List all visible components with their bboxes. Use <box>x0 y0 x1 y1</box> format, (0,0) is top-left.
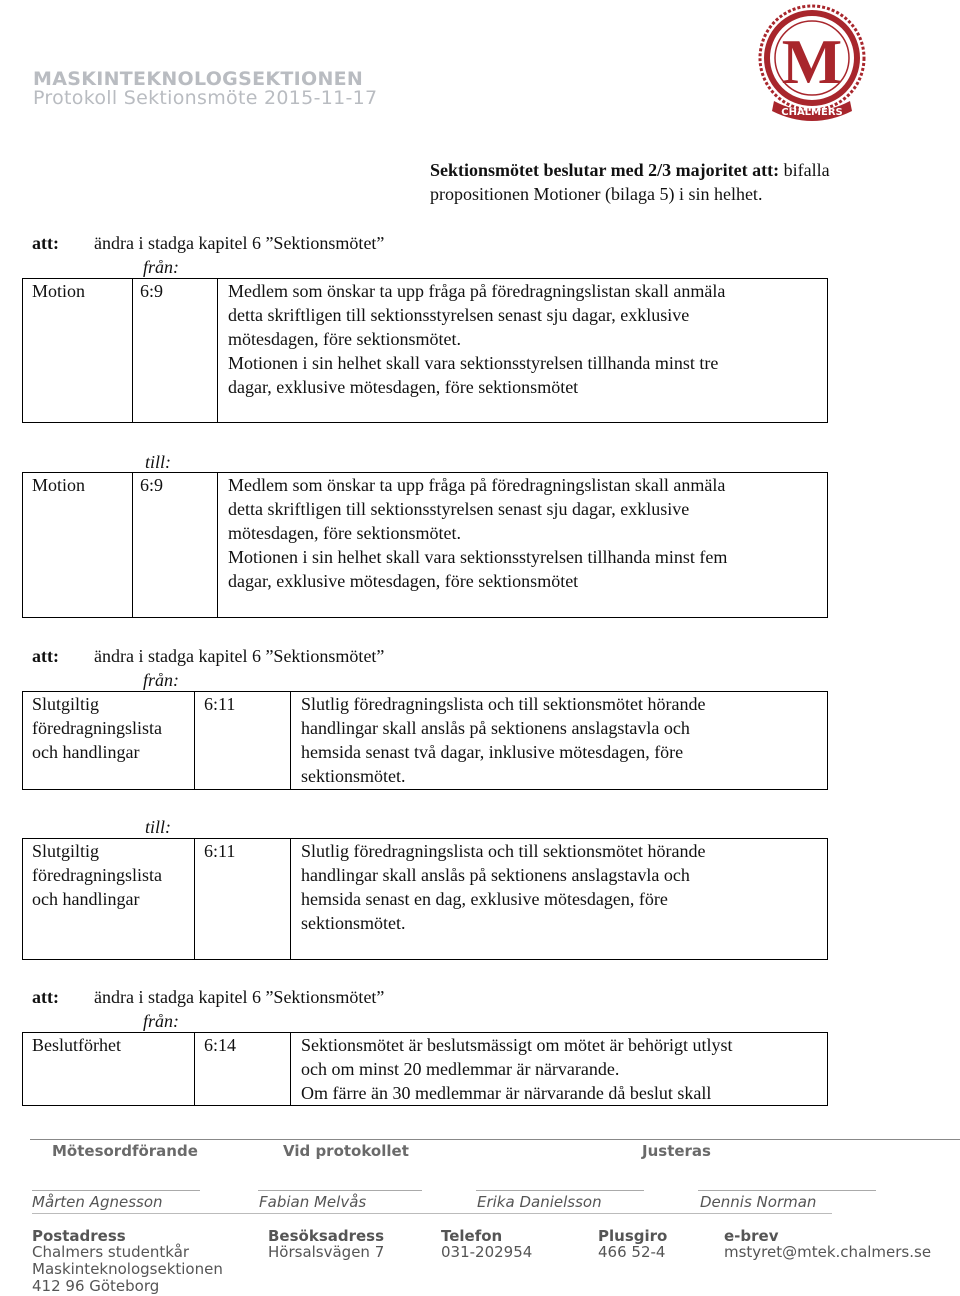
signature-line-2 <box>258 1190 422 1191</box>
role-secretary: Vid protokollet <box>283 1142 409 1160</box>
signature-line-3 <box>476 1190 644 1191</box>
att-label-2: att: <box>32 646 59 666</box>
att-label-3: att: <box>32 987 59 1007</box>
footer-divider-2 <box>32 1213 832 1214</box>
plusgiro-value: 466 52-4 <box>598 1243 666 1261</box>
att-text-3: ändra i stadga kapitel 6 ”Sektionsmötet” <box>94 987 385 1007</box>
telefon-label: Telefon <box>441 1227 503 1245</box>
signature-line-4 <box>698 1190 876 1191</box>
slutgiltig-from-text: Slutlig föredragningslista och till sektionsmötet hörande handlingar skall anslås på sektionens anslagstavla och hemsida senast två dagar, inklusive mötesdagen, före sektionsmötet. <box>301 694 706 786</box>
besoksadress-label: Besöksadress <box>268 1227 385 1245</box>
motion-to-name: Motion <box>32 475 86 495</box>
signer-name-1: Mårten Agnesson <box>32 1193 163 1211</box>
till-label-2: till: <box>145 817 171 837</box>
att-text-2: ändra i stadga kapitel 6 ”Sektionsmötet” <box>94 646 385 666</box>
till-label-1: till: <box>145 452 171 472</box>
slutgiltig-to-name: Slutgiltig föredragningslista och handlingar <box>32 841 162 909</box>
decision-text: Sektionsmötet beslutar med 2/3 majoritet att: bifalla propositionen Motioner (bilaga 5) i sin helhet. <box>430 160 830 204</box>
slutgiltig-to-num: 6:11 <box>204 841 236 861</box>
postadress-label: Postadress <box>32 1227 126 1245</box>
org-name: MASKINTEKNOLOGSEKTIONEN <box>33 68 364 90</box>
att-text-1: ändra i stadga kapitel 6 ”Sektionsmötet” <box>94 233 385 253</box>
ebrev-value[interactable]: mstyret@mtek.chalmers.se <box>724 1243 932 1261</box>
motion-from-num: 6:9 <box>140 281 164 301</box>
chalmers-logo <box>752 3 872 125</box>
motion-from-name: Motion <box>32 281 86 301</box>
signer-name-3: Erika Danielsson <box>477 1193 602 1211</box>
fran-label-3: från: <box>143 1011 179 1031</box>
beslutforhet-name: Beslutförhet <box>32 1035 121 1055</box>
role-chair: Mötesordförande <box>52 1142 198 1160</box>
document-subtitle: Protokoll Sektionsmöte 2015-11-17 <box>33 87 378 109</box>
fran-label-1: från: <box>143 257 179 277</box>
att-label-1: att: <box>32 233 59 253</box>
beslutforhet-num: 6:14 <box>204 1035 237 1055</box>
footer-divider <box>30 1139 960 1140</box>
slutgiltig-to-text: Slutlig föredragningslista och till sektionsmötet hörande handlingar skall anslås på sektionens anslagstavla och hemsida senast en dag, exklusive mötesdagen, före sektionsmötet. <box>301 841 706 933</box>
logo-letter: M <box>781 26 843 97</box>
motion-from-text: Medlem som önskar ta upp fråga på föredragningslistan skall anmäla detta skriftligen till sektionsstyrelsen senast sju dagar, exklusive mötesdagen, före sektionsmötet. Motionen i sin helhet skall vara sektionsstyrelsen tillhanda minst tre dagar, exklusive mötesdagen, före sektionsmötet <box>228 281 726 397</box>
besoksadress-value: Hörsalsvägen 7 <box>268 1243 385 1261</box>
fran-label-2: från: <box>143 670 179 690</box>
logo-text: CHALMERS <box>781 107 843 118</box>
postadress-value: Chalmers studentkår Maskinteknologsektionen 412 96 Göteborg <box>32 1243 223 1295</box>
beslutforhet-text: Sektionsmötet är beslutsmässigt om mötet är behörigt utlyst och om minst 20 medlemmar är närvarande. Om färre än 30 medlemmar är närvarande då beslut skall <box>301 1035 733 1103</box>
role-adjusters: Justeras <box>642 1142 711 1160</box>
signature-line-1 <box>32 1190 200 1191</box>
plusgiro-label: Plusgiro <box>598 1227 668 1245</box>
slutgiltig-from-num: 6:11 <box>204 694 236 714</box>
slutgiltig-from-name: Slutgiltig föredragningslista och handlingar <box>32 694 162 762</box>
ebrev-label: e-brev <box>724 1227 779 1245</box>
signer-name-2: Fabian Melvås <box>259 1193 367 1211</box>
motion-to-num: 6:9 <box>140 475 164 495</box>
signer-name-4: Dennis Norman <box>700 1193 817 1211</box>
telefon-value: 031-202954 <box>441 1243 533 1261</box>
motion-to-text: Medlem som önskar ta upp fråga på föredragningslistan skall anmäla detta skriftligen till sektionsstyrelsen senast sju dagar, exklusive mötesdagen, före sektionsmötet. Motionen i sin helhet skall vara sektionsstyrelsen tillhanda minst fem dagar, exklusive mötesdagen, före sektionsmötet <box>228 475 728 591</box>
